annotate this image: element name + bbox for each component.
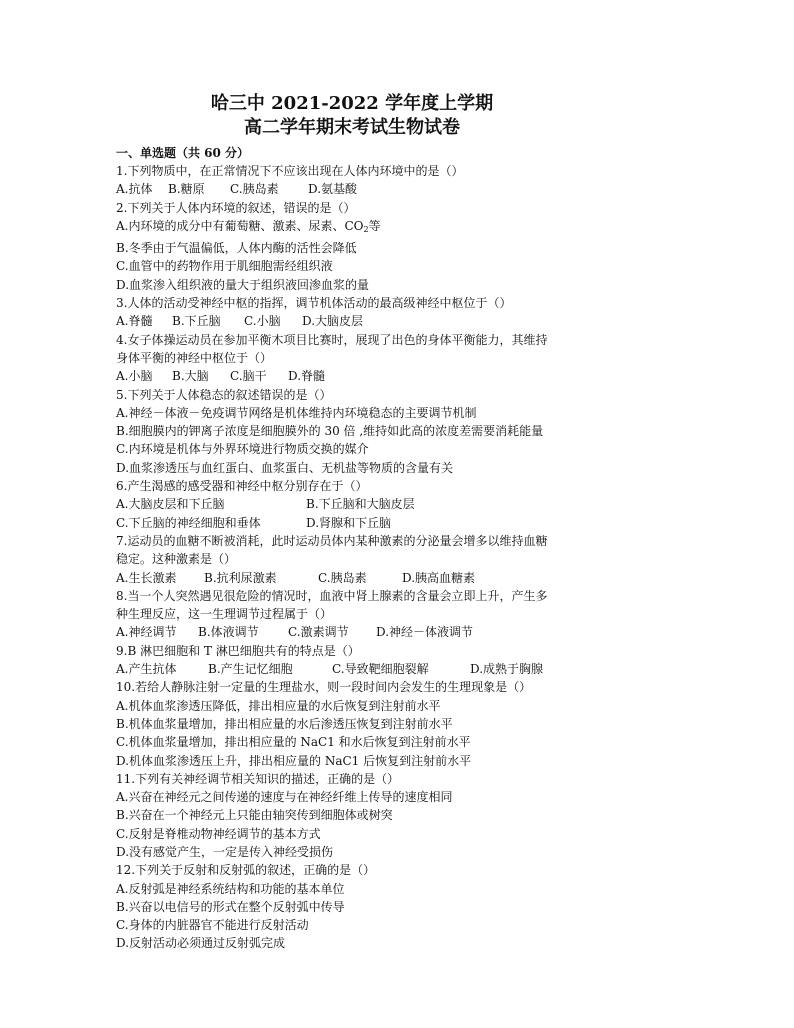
question-4-stem-line2: 身体平衡的神经中枢位于（） <box>116 350 273 365</box>
question-6-option-c: C.下丘脑的神经细胞和垂体 <box>116 515 261 530</box>
exam-title-school: 哈三中 2021-2022 学年度上学期 <box>210 93 494 114</box>
question-2-option-a: A.内环境的成分中有葡萄糖、激素、尿素、$CO_2$等 <box>116 218 381 234</box>
question-7-option-d: D.胰高血糖素 <box>402 570 476 585</box>
question-4-option-c: C.脑干 <box>230 369 267 384</box>
question-7-option-c: C.胰岛素 <box>318 570 367 585</box>
question-2-stem: 2.下列关于人体内环境的叙述，错误的是（） <box>116 200 356 215</box>
question-8-option-b: B.体液调节 <box>198 625 259 640</box>
question-1-option-d: D.氨基酸 <box>308 182 358 197</box>
question-11-stem: 11.下列有关神经调节相关知识的描述，正确的是（） <box>116 771 400 786</box>
question-6-option-b: B.下丘脑和大脑皮层 <box>306 497 415 512</box>
question-6-options-row2 <box>116 514 556 532</box>
question-9-option-b: B.产生记忆细胞 <box>208 662 293 677</box>
question-2-option-c: C.血管中的药物作用于肌细胞需经组织液 <box>116 259 333 274</box>
question-8-stem-line2: 种生理反应，这一生理调节过程属于（） <box>116 607 333 622</box>
question-3-option-b: B.下丘脑 <box>172 314 221 329</box>
question-3-option-a: A.脊髓 <box>116 314 153 329</box>
question-3-options <box>116 312 556 330</box>
question-12-option-b: B.兴奋以电信号的形式在整个反射弧中传导 <box>116 899 345 914</box>
question-8-option-d: D.神经－体液调节 <box>376 625 474 640</box>
question-4-options <box>116 367 556 385</box>
question-6-options-row1 <box>116 495 556 513</box>
question-8-option-a: A.神经调节 <box>116 625 177 640</box>
question-10-option-c: C.机体血浆量增加，排出相应量的 NaC1 和水后恢复到注射前水平 <box>116 735 471 750</box>
question-9-option-d: D.成熟于胸腺 <box>470 662 544 677</box>
question-10-stem: 10.若给人静脉注射一定量的生理盐水，则一段时间内会发生的生理现象是（） <box>116 680 532 695</box>
question-9-stem: 9.B 淋巴细胞和 T 淋巴细胞共有的特点是（） <box>116 643 360 658</box>
question-8-stem-line1: 8.当一个人突然遇见很危险的情况时，血液中肾上腺素的含量会立即上升，产生多 <box>116 588 548 603</box>
question-7-stem-line1: 7.运动员的血糖不断被消耗，此时运动员体内某种激素的分泌量会增多以维持血糖 <box>116 533 548 548</box>
question-10-option-a: A.机体血浆渗透压降低，排出相应量的水后恢复到注射前水平 <box>116 698 441 713</box>
question-12-option-c: C.身体的内脏器官不能进行反射活动 <box>116 918 309 933</box>
question-11-option-a: A.兴奋在神经元之间传递的速度与在神经纤维上传导的速度相同 <box>116 790 453 805</box>
exam-title-subject: 高二学年期末考试生物试卷 <box>244 117 460 138</box>
question-6-option-d: D.肾腺和下丘脑 <box>306 515 392 530</box>
question-5-option-d: D.血浆渗透压与血红蛋白、血浆蛋白、无机盐等物质的含量有关 <box>116 460 454 475</box>
question-2-option-d: D.血浆渗入组织液的量大于组织液回渗血浆的量 <box>116 277 370 292</box>
question-7-option-a: A.生长激素 <box>116 570 177 585</box>
exam-page <box>116 92 556 953</box>
question-4-option-b: B.大脑 <box>172 369 209 384</box>
question-6-option-a: A.大脑皮层和下丘脑 <box>116 497 225 512</box>
question-11-option-d: D.没有感觉产生，一定是传入神经受损伤 <box>116 844 334 859</box>
question-5-option-c: C.内环境是机体与外界环境进行物质交换的媒介 <box>116 442 369 457</box>
question-4-option-a: A.小脑 <box>116 369 153 384</box>
question-1-option-a: A.抗体 <box>116 182 153 197</box>
question-12-option-a: A.反射弧是神经系统结构和功能的基本单位 <box>116 881 345 896</box>
question-12-option-d: D.反射活动必须通过反射弧完成 <box>116 936 286 951</box>
question-7-option-b: B.抗利尿激素 <box>204 570 277 585</box>
question-6-stem: 6.产生渴感的感受器和神经中枢分别存在于（） <box>116 479 368 494</box>
question-1-options <box>116 180 556 198</box>
question-12-stem: 12.下列关于反射和反射弧的叙述，正确的是（） <box>116 863 376 878</box>
question-11-option-c: C.反射是脊椎动物神经调节的基本方式 <box>116 826 321 841</box>
section-heading: 一、单选题（共 60 分） <box>116 146 250 160</box>
question-1-option-b: B.糖原 <box>168 182 205 197</box>
question-10-option-d: D.机体血浆渗透压上升，排出相应量的 NaC1 后恢复到注射前水平 <box>116 753 472 768</box>
question-1-option-c: C.胰岛素 <box>230 182 279 197</box>
question-9-option-c: C.导致靶细胞裂解 <box>332 662 429 677</box>
question-3-option-d: D.大脑皮层 <box>302 314 364 329</box>
question-4-stem-line1: 4.女子体操运动员在参加平衡木项目比赛时，展现了出色的身体平衡能力，其维持 <box>116 332 548 347</box>
question-11-option-b: B.兴奋在一个神经元上只能由轴突传到细胞体或树突 <box>116 808 393 823</box>
question-9-options <box>116 660 556 678</box>
question-5-option-b: B.细胞膜内的钾离子浓度是细胞膜外的 30 倍 ,维持如此高的浓度差需要消耗能量 <box>116 424 544 439</box>
question-8-options <box>116 623 556 641</box>
question-7-options <box>116 569 556 587</box>
question-8-option-c: C.激素调节 <box>288 625 349 640</box>
question-4-option-d: D.脊髓 <box>288 369 326 384</box>
question-3-stem: 3.人体的活动受神经中枢的指挥，调节机体活动的最高级神经中枢位于（） <box>116 296 512 311</box>
question-3-option-c: C.小脑 <box>244 314 281 329</box>
question-7-stem-line2: 稳定。这种激素是（） <box>116 552 237 567</box>
question-5-option-a: A.神经－体液－免疫调节网络是机体维持内环境稳态的主要调节机制 <box>116 405 477 420</box>
question-9-option-a: A.产生抗体 <box>116 662 177 677</box>
question-1-stem: 1.下列物质中，在正常情况下不应该出现在人体内环境中的是（） <box>116 164 464 178</box>
question-5-stem: 5.下列关于人体稳态的叙述错误的是（） <box>116 387 332 402</box>
question-10-option-b: B.机体血浆量增加，排出相应量的水后渗透压恢复到注射前水平 <box>116 716 453 731</box>
question-2-option-b: B.冬季由于气温偏低，人体内酶的活性会降低 <box>116 241 357 256</box>
